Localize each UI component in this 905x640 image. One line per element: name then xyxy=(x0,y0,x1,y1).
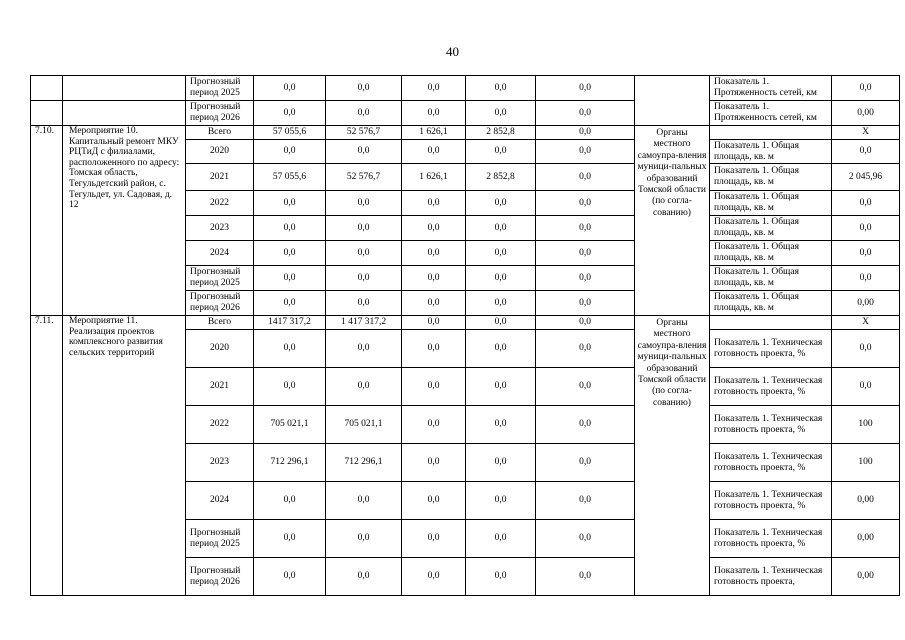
funding-value-cell: 0,0 xyxy=(466,291,536,316)
indicator-cell: Показатель 1. Техническая готовность проекта, % xyxy=(710,406,832,444)
funding-value-cell: 0,0 xyxy=(254,520,326,558)
indicator-cell: Показатель 1. Общая площадь, кв. м xyxy=(710,191,832,216)
period-cell: Прогнозный период 2025 xyxy=(186,266,254,291)
funding-value-cell: 0,0 xyxy=(254,330,326,368)
period-cell: 2022 xyxy=(186,191,254,216)
target-value-cell: 0,00 xyxy=(832,520,900,558)
funding-value-cell: 0,0 xyxy=(536,482,635,520)
number-cell xyxy=(31,101,63,126)
funding-value-cell: 0,0 xyxy=(402,291,466,316)
funding-value-cell: 1 626,1 xyxy=(402,126,466,140)
funding-value-cell: 0,0 xyxy=(466,266,536,291)
funding-value-cell: 0,0 xyxy=(536,330,635,368)
funding-value-cell: 712 296,1 xyxy=(254,444,326,482)
funding-value-cell: 0,0 xyxy=(536,444,635,482)
indicator-cell: Показатель 1. Общая площадь, кв. м xyxy=(710,266,832,291)
period-cell: Прогнозный период 2026 xyxy=(186,101,254,126)
funding-value-cell: 52 576,7 xyxy=(326,126,402,140)
funding-value-cell: 2 852,8 xyxy=(466,164,536,191)
funding-value-cell: 0,0 xyxy=(466,406,536,444)
funding-value-cell: 0,0 xyxy=(254,216,326,241)
funding-value-cell: 0,0 xyxy=(536,216,635,241)
period-cell: Прогнозный период 2025 xyxy=(186,76,254,101)
funding-value-cell: 0,0 xyxy=(254,76,326,101)
funding-value-cell: 0,0 xyxy=(326,140,402,164)
event-number-cell: 7.11. xyxy=(31,316,63,596)
funding-value-cell: 0,0 xyxy=(402,216,466,241)
target-value-cell: 0,0 xyxy=(832,76,900,101)
period-cell: 2021 xyxy=(186,368,254,406)
indicator-cell xyxy=(710,316,832,330)
indicator-cell: Показатель 1. Техническая готовность проекта, % xyxy=(710,368,832,406)
indicator-cell: Показатель 1. Общая площадь, кв. м xyxy=(710,241,832,266)
indicator-cell: Показатель 1. Общая площадь, кв. м xyxy=(710,140,832,164)
event-description-cell: Мероприятие 10. Капитальный ремонт МКУ РЦТиД с филиалами, расположенного по адресу: Томская область, Тегульдетский район, с. Тегульдет, ул. Садовая, д. 12 xyxy=(63,126,186,316)
target-value-cell: 0,00 xyxy=(832,558,900,596)
event-number-cell: 7.10. xyxy=(31,126,63,316)
funding-value-cell: 0,0 xyxy=(466,444,536,482)
funding-value-cell: 1417 317,2 xyxy=(254,316,326,330)
funding-value-cell: 0,0 xyxy=(402,330,466,368)
target-value-cell: 0,0 xyxy=(832,216,900,241)
funding-value-cell: 0,0 xyxy=(402,316,466,330)
period-cell: 2022 xyxy=(186,406,254,444)
funding-value-cell: 0,0 xyxy=(326,241,402,266)
indicator-cell: Показатель 1. Общая площадь, кв. м xyxy=(710,164,832,191)
funding-value-cell: 0,0 xyxy=(402,520,466,558)
period-cell: Всего xyxy=(186,126,254,140)
target-value-cell: 0,0 xyxy=(832,140,900,164)
funding-value-cell: 712 296,1 xyxy=(326,444,402,482)
period-cell: 2020 xyxy=(186,140,254,164)
indicator-cell: Показатель 1. Общая площадь, кв. м xyxy=(710,291,832,316)
period-cell: Прогнозный период 2025 xyxy=(186,520,254,558)
funding-value-cell: 0,0 xyxy=(466,316,536,330)
funding-value-cell: 0,0 xyxy=(254,266,326,291)
responsible-org-cell: Органы местного самоупра-вления муници-пальных образований Томской области (по согла-сованию) xyxy=(635,126,710,316)
funding-value-cell: 0,0 xyxy=(402,406,466,444)
target-value-cell: 0,0 xyxy=(832,368,900,406)
target-value-cell: 0,00 xyxy=(832,291,900,316)
target-value-cell: 0,0 xyxy=(832,266,900,291)
funding-value-cell: 0,0 xyxy=(254,291,326,316)
funding-value-cell: 0,0 xyxy=(466,76,536,101)
indicator-cell: Показатель 1. Техническая готовность проекта, xyxy=(710,558,832,596)
funding-value-cell: 0,0 xyxy=(466,558,536,596)
description-cell xyxy=(63,76,186,101)
indicator-cell: Показатель 1. Техническая готовность проекта, % xyxy=(710,330,832,368)
period-cell: 2024 xyxy=(186,241,254,266)
indicator-cell: Показатель 1. Техническая готовность проекта, % xyxy=(710,444,832,482)
period-cell: Прогнозный период 2026 xyxy=(186,291,254,316)
funding-value-cell: 0,0 xyxy=(402,101,466,126)
target-value-cell: X xyxy=(832,316,900,330)
responsible-org-cell: Органы местного самоупра-вления муници-пальных образований Томской области (по согла-сованию) xyxy=(635,316,710,596)
funding-value-cell: 0,0 xyxy=(402,140,466,164)
funding-value-cell: 0,0 xyxy=(254,558,326,596)
funding-value-cell: 0,0 xyxy=(254,101,326,126)
funding-value-cell: 0,0 xyxy=(326,558,402,596)
funding-value-cell: 0,0 xyxy=(326,101,402,126)
funding-value-cell: 2 852,8 xyxy=(466,126,536,140)
funding-value-cell: 0,0 xyxy=(536,316,635,330)
indicator-cell: Показатель 1. Общая площадь, кв. м xyxy=(710,216,832,241)
program-table xyxy=(30,75,900,596)
funding-value-cell: 0,0 xyxy=(536,101,635,126)
funding-value-cell: 0,0 xyxy=(466,191,536,216)
funding-value-cell: 1 626,1 xyxy=(402,164,466,191)
funding-value-cell: 0,0 xyxy=(466,216,536,241)
funding-value-cell: 0,0 xyxy=(536,406,635,444)
funding-value-cell: 0,0 xyxy=(326,330,402,368)
funding-value-cell: 0,0 xyxy=(536,164,635,191)
table-row xyxy=(31,126,900,140)
funding-value-cell: 705 021,1 xyxy=(326,406,402,444)
target-value-cell: 100 xyxy=(832,406,900,444)
funding-value-cell: 0,0 xyxy=(402,558,466,596)
funding-value-cell: 0,0 xyxy=(326,216,402,241)
responsible-org-cell xyxy=(635,76,710,126)
funding-value-cell: 0,0 xyxy=(536,191,635,216)
funding-value-cell: 0,0 xyxy=(326,191,402,216)
funding-value-cell: 0,0 xyxy=(254,482,326,520)
funding-value-cell: 0,0 xyxy=(254,241,326,266)
funding-value-cell: 0,0 xyxy=(466,241,536,266)
number-cell xyxy=(31,76,63,101)
funding-value-cell: 0,0 xyxy=(402,368,466,406)
funding-value-cell: 1 417 317,2 xyxy=(326,316,402,330)
funding-value-cell: 0,0 xyxy=(254,140,326,164)
funding-value-cell: 0,0 xyxy=(402,444,466,482)
indicator-cell: Показатель 1. Техническая готовность проекта, % xyxy=(710,520,832,558)
funding-value-cell: 0,0 xyxy=(536,266,635,291)
funding-value-cell: 0,0 xyxy=(402,266,466,291)
target-value-cell: 0,00 xyxy=(832,482,900,520)
funding-value-cell: 0,0 xyxy=(536,76,635,101)
funding-value-cell: 0,0 xyxy=(536,140,635,164)
indicator-cell: Показатель 1. Протяженность сетей, км xyxy=(710,76,832,101)
indicator-cell: Показатель 1. Протяженность сетей, км xyxy=(710,101,832,126)
funding-value-cell: 0,0 xyxy=(254,191,326,216)
target-value-cell: 0,0 xyxy=(832,241,900,266)
funding-value-cell: 0,0 xyxy=(326,266,402,291)
target-value-cell: 0,0 xyxy=(832,330,900,368)
funding-value-cell: 0,0 xyxy=(326,76,402,101)
funding-value-cell: 0,0 xyxy=(536,368,635,406)
funding-value-cell: 0,0 xyxy=(466,520,536,558)
period-cell: Прогнозный период 2026 xyxy=(186,558,254,596)
funding-value-cell: 0,0 xyxy=(536,241,635,266)
funding-value-cell: 0,0 xyxy=(402,241,466,266)
funding-value-cell: 0,0 xyxy=(466,330,536,368)
funding-value-cell: 0,0 xyxy=(326,291,402,316)
page-number: 40 xyxy=(446,44,459,59)
period-cell: 2023 xyxy=(186,444,254,482)
funding-value-cell: 52 576,7 xyxy=(326,164,402,191)
indicator-cell xyxy=(710,126,832,140)
table-body xyxy=(31,76,900,596)
event-description-cell: Мероприятие 11. Реализация проектов комплексного развития сельских территорий xyxy=(63,316,186,596)
funding-value-cell: 0,0 xyxy=(536,520,635,558)
funding-value-cell: 57 055,6 xyxy=(254,126,326,140)
funding-value-cell: 0,0 xyxy=(466,368,536,406)
funding-value-cell: 705 021,1 xyxy=(254,406,326,444)
funding-value-cell: 0,0 xyxy=(536,558,635,596)
funding-value-cell: 0,0 xyxy=(466,482,536,520)
funding-value-cell: 0,0 xyxy=(536,291,635,316)
funding-value-cell: 0,0 xyxy=(326,520,402,558)
funding-value-cell: 0,0 xyxy=(466,101,536,126)
target-value-cell: 0,00 xyxy=(832,101,900,126)
funding-value-cell: 0,0 xyxy=(402,191,466,216)
table-row xyxy=(31,316,900,330)
funding-value-cell: 0,0 xyxy=(326,482,402,520)
funding-value-cell: 57 055,6 xyxy=(254,164,326,191)
period-cell: 2020 xyxy=(186,330,254,368)
table-row xyxy=(31,101,900,126)
target-value-cell: 0,0 xyxy=(832,191,900,216)
period-cell: 2023 xyxy=(186,216,254,241)
period-cell: 2021 xyxy=(186,164,254,191)
target-value-cell: 2 045,96 xyxy=(832,164,900,191)
indicator-cell: Показатель 1. Техническая готовность проекта, % xyxy=(710,482,832,520)
funding-value-cell: 0,0 xyxy=(466,140,536,164)
target-value-cell: 100 xyxy=(832,444,900,482)
period-cell: Всего xyxy=(186,316,254,330)
funding-value-cell: 0,0 xyxy=(402,482,466,520)
target-value-cell: X xyxy=(832,126,900,140)
funding-value-cell: 0,0 xyxy=(402,76,466,101)
description-cell xyxy=(63,101,186,126)
funding-value-cell: 0,0 xyxy=(254,368,326,406)
period-cell: 2024 xyxy=(186,482,254,520)
table-row xyxy=(31,76,900,101)
funding-value-cell: 0,0 xyxy=(326,368,402,406)
funding-value-cell: 0,0 xyxy=(536,126,635,140)
